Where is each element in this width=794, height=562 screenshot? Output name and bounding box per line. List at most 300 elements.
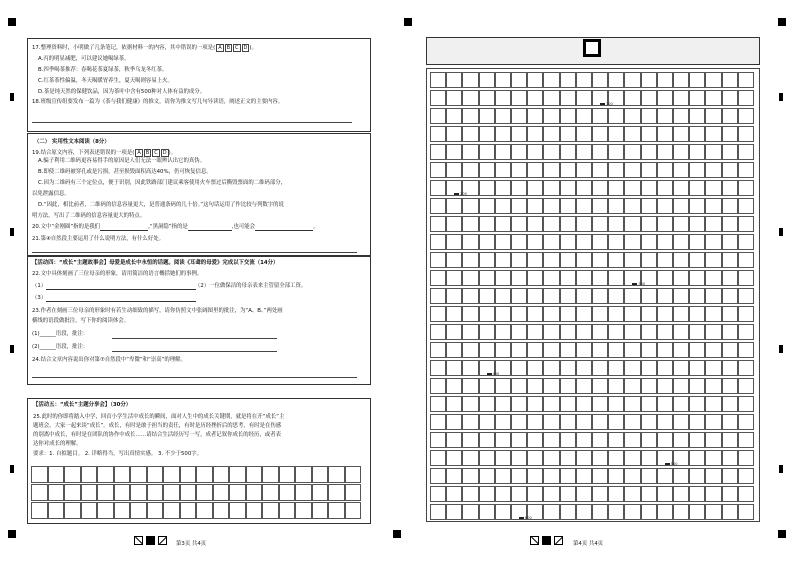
essay-cell[interactable] xyxy=(511,324,527,340)
essay-cell[interactable] xyxy=(624,468,640,484)
essay-cell[interactable] xyxy=(495,432,511,448)
essay-cell[interactable] xyxy=(196,502,213,519)
essay-cell[interactable] xyxy=(462,504,478,520)
essay-cell[interactable] xyxy=(163,502,180,519)
essay-cell[interactable] xyxy=(462,432,478,448)
essay-cell[interactable] xyxy=(446,504,462,520)
essay-cell[interactable] xyxy=(673,126,689,142)
essay-cell[interactable] xyxy=(705,468,721,484)
essay-cell[interactable] xyxy=(446,126,462,142)
essay-cell[interactable] xyxy=(246,466,263,483)
essay-cell[interactable] xyxy=(673,504,689,520)
essay-cell[interactable] xyxy=(624,162,640,178)
essay-cell[interactable] xyxy=(722,126,738,142)
essay-cell[interactable] xyxy=(560,288,576,304)
essay-cell[interactable] xyxy=(213,484,230,501)
essay-cell[interactable] xyxy=(446,216,462,232)
essay-cell[interactable] xyxy=(592,288,608,304)
essay-cell[interactable] xyxy=(511,180,527,196)
q22-answer-1[interactable] xyxy=(46,289,196,290)
essay-cell[interactable] xyxy=(495,288,511,304)
essay-cell[interactable] xyxy=(560,504,576,520)
essay-cell[interactable] xyxy=(641,198,657,214)
q20-blank-1[interactable] xyxy=(100,230,148,231)
essay-cell[interactable] xyxy=(738,72,754,88)
essay-cell[interactable] xyxy=(495,252,511,268)
essay-cell[interactable] xyxy=(479,216,495,232)
essay-cell[interactable] xyxy=(624,198,640,214)
essay-cell[interactable] xyxy=(81,466,98,483)
q24-answer-line[interactable] xyxy=(32,377,357,378)
essay-cell[interactable] xyxy=(705,252,721,268)
essay-cell[interactable] xyxy=(592,450,608,466)
essay-cell[interactable] xyxy=(511,432,527,448)
essay-cell[interactable] xyxy=(279,502,296,519)
essay-cell[interactable] xyxy=(641,432,657,448)
essay-cell[interactable] xyxy=(31,484,48,501)
essay-cell[interactable] xyxy=(608,216,624,232)
essay-cell[interactable] xyxy=(527,468,543,484)
essay-cell[interactable] xyxy=(673,198,689,214)
essay-grid-left[interactable] xyxy=(31,466,363,520)
essay-cell[interactable] xyxy=(560,126,576,142)
essay-cell[interactable] xyxy=(345,466,362,483)
essay-cell[interactable] xyxy=(430,342,446,358)
essay-cell[interactable] xyxy=(722,504,738,520)
essay-cell[interactable] xyxy=(543,360,559,376)
essay-cell[interactable] xyxy=(430,108,446,124)
essay-cell[interactable] xyxy=(446,414,462,430)
essay-cell[interactable] xyxy=(576,126,592,142)
essay-cell[interactable] xyxy=(657,144,673,160)
essay-cell[interactable] xyxy=(446,144,462,160)
essay-cell[interactable] xyxy=(430,288,446,304)
essay-cell[interactable] xyxy=(262,484,279,501)
essay-cell[interactable] xyxy=(576,504,592,520)
essay-cell[interactable] xyxy=(511,198,527,214)
essay-cell[interactable] xyxy=(130,484,147,501)
essay-cell[interactable] xyxy=(462,144,478,160)
essay-cell[interactable] xyxy=(705,126,721,142)
essay-cell[interactable] xyxy=(511,396,527,412)
essay-cell[interactable] xyxy=(114,484,131,501)
essay-cell[interactable] xyxy=(689,288,705,304)
essay-cell[interactable] xyxy=(608,342,624,358)
essay-cell[interactable] xyxy=(576,288,592,304)
essay-cell[interactable] xyxy=(479,252,495,268)
essay-cell[interactable] xyxy=(560,378,576,394)
essay-cell[interactable] xyxy=(430,414,446,430)
essay-cell[interactable] xyxy=(446,324,462,340)
essay-cell[interactable] xyxy=(657,108,673,124)
essay-cell[interactable] xyxy=(641,396,657,412)
essay-cell[interactable] xyxy=(624,486,640,502)
q23-answer-1[interactable] xyxy=(112,338,277,339)
essay-cell[interactable] xyxy=(738,198,754,214)
essay-cell[interactable] xyxy=(462,162,478,178)
essay-cell[interactable] xyxy=(608,270,624,286)
essay-cell[interactable] xyxy=(624,432,640,448)
essay-cell[interactable] xyxy=(592,414,608,430)
essay-cell[interactable] xyxy=(511,378,527,394)
essay-cell[interactable] xyxy=(689,162,705,178)
essay-cell[interactable] xyxy=(738,180,754,196)
essay-cell[interactable] xyxy=(608,144,624,160)
essay-cell[interactable] xyxy=(560,414,576,430)
essay-cell[interactable] xyxy=(722,270,738,286)
essay-cell[interactable] xyxy=(738,414,754,430)
essay-cell[interactable] xyxy=(689,72,705,88)
essay-cell[interactable] xyxy=(722,432,738,448)
essay-cell[interactable] xyxy=(657,378,673,394)
essay-cell[interactable] xyxy=(738,144,754,160)
essay-cell[interactable] xyxy=(495,198,511,214)
essay-cell[interactable] xyxy=(657,270,673,286)
essay-cell[interactable] xyxy=(543,180,559,196)
essay-cell[interactable] xyxy=(495,90,511,106)
essay-cell[interactable] xyxy=(689,450,705,466)
essay-cell[interactable] xyxy=(738,342,754,358)
essay-cell[interactable] xyxy=(163,484,180,501)
essay-cell[interactable] xyxy=(641,90,657,106)
essay-cell[interactable] xyxy=(592,270,608,286)
essay-cell[interactable] xyxy=(430,450,446,466)
essay-cell[interactable] xyxy=(560,450,576,466)
essay-cell[interactable] xyxy=(446,162,462,178)
essay-cell[interactable] xyxy=(608,108,624,124)
essay-cell[interactable] xyxy=(576,414,592,430)
essay-cell[interactable] xyxy=(462,72,478,88)
essay-cell[interactable] xyxy=(657,162,673,178)
essay-cell[interactable] xyxy=(446,468,462,484)
essay-cell[interactable] xyxy=(430,234,446,250)
essay-cell[interactable] xyxy=(527,450,543,466)
essay-cell[interactable] xyxy=(608,252,624,268)
essay-cell[interactable] xyxy=(511,468,527,484)
essay-cell[interactable] xyxy=(543,306,559,322)
essay-cell[interactable] xyxy=(705,432,721,448)
essay-cell[interactable] xyxy=(657,180,673,196)
essay-cell[interactable] xyxy=(705,180,721,196)
essay-cell[interactable] xyxy=(430,270,446,286)
essay-cell[interactable] xyxy=(430,432,446,448)
essay-cell[interactable] xyxy=(430,486,446,502)
essay-cell[interactable] xyxy=(543,324,559,340)
essay-cell[interactable] xyxy=(705,342,721,358)
essay-cell[interactable] xyxy=(657,414,673,430)
essay-cell[interactable] xyxy=(576,270,592,286)
essay-cell[interactable] xyxy=(543,468,559,484)
essay-cell[interactable] xyxy=(657,468,673,484)
essay-cell[interactable] xyxy=(608,126,624,142)
essay-cell[interactable] xyxy=(722,360,738,376)
essay-cell[interactable] xyxy=(462,270,478,286)
essay-cell[interactable] xyxy=(560,162,576,178)
essay-cell[interactable] xyxy=(657,234,673,250)
essay-cell[interactable] xyxy=(722,108,738,124)
essay-cell[interactable] xyxy=(592,72,608,88)
essay-cell[interactable] xyxy=(738,252,754,268)
essay-cell[interactable] xyxy=(560,180,576,196)
essay-cell[interactable] xyxy=(560,360,576,376)
essay-cell[interactable] xyxy=(479,396,495,412)
essay-cell[interactable] xyxy=(641,234,657,250)
essay-cell[interactable] xyxy=(446,90,462,106)
essay-cell[interactable] xyxy=(657,72,673,88)
essay-cell[interactable] xyxy=(511,450,527,466)
essay-cell[interactable] xyxy=(479,72,495,88)
essay-cell[interactable] xyxy=(495,180,511,196)
essay-cell[interactable] xyxy=(246,484,263,501)
essay-cell[interactable] xyxy=(576,216,592,232)
essay-cell[interactable] xyxy=(576,306,592,322)
essay-cell[interactable] xyxy=(689,216,705,232)
essay-cell[interactable] xyxy=(430,396,446,412)
essay-cell[interactable] xyxy=(495,468,511,484)
essay-cell[interactable] xyxy=(592,378,608,394)
essay-cell[interactable] xyxy=(196,484,213,501)
essay-cell[interactable] xyxy=(312,502,329,519)
q18-answer-line[interactable] xyxy=(32,122,352,123)
essay-cell[interactable] xyxy=(641,216,657,232)
essay-cell[interactable] xyxy=(479,234,495,250)
essay-cell[interactable] xyxy=(657,288,673,304)
essay-cell[interactable] xyxy=(495,108,511,124)
essay-cell[interactable] xyxy=(495,270,511,286)
essay-cell[interactable] xyxy=(641,126,657,142)
essay-cell[interactable] xyxy=(246,502,263,519)
essay-cell[interactable] xyxy=(479,378,495,394)
essay-cell[interactable] xyxy=(495,234,511,250)
essay-cell[interactable] xyxy=(641,360,657,376)
essay-cell[interactable] xyxy=(312,466,329,483)
essay-cell[interactable] xyxy=(673,234,689,250)
essay-cell[interactable] xyxy=(430,180,446,196)
essay-cell[interactable] xyxy=(479,198,495,214)
essay-cell[interactable] xyxy=(673,324,689,340)
essay-cell[interactable] xyxy=(479,144,495,160)
essay-cell[interactable] xyxy=(738,234,754,250)
essay-cell[interactable] xyxy=(673,162,689,178)
essay-cell[interactable] xyxy=(689,324,705,340)
essay-cell[interactable] xyxy=(527,396,543,412)
essay-cell[interactable] xyxy=(576,144,592,160)
essay-cell[interactable] xyxy=(527,432,543,448)
essay-cell[interactable] xyxy=(705,108,721,124)
essay-cell[interactable] xyxy=(543,108,559,124)
essay-cell[interactable] xyxy=(462,450,478,466)
essay-cell[interactable] xyxy=(479,108,495,124)
essay-cell[interactable] xyxy=(608,72,624,88)
essay-cell[interactable] xyxy=(462,486,478,502)
essay-cell[interactable] xyxy=(495,162,511,178)
essay-cell[interactable] xyxy=(705,396,721,412)
essay-cell[interactable] xyxy=(657,360,673,376)
essay-cell[interactable] xyxy=(624,378,640,394)
essay-cell[interactable] xyxy=(738,396,754,412)
essay-cell[interactable] xyxy=(641,414,657,430)
essay-cell[interactable] xyxy=(722,144,738,160)
essay-cell[interactable] xyxy=(446,270,462,286)
essay-cell[interactable] xyxy=(722,324,738,340)
essay-cell[interactable] xyxy=(495,216,511,232)
essay-cell[interactable] xyxy=(705,72,721,88)
essay-cell[interactable] xyxy=(657,90,673,106)
essay-cell[interactable] xyxy=(689,504,705,520)
essay-cell[interactable] xyxy=(495,306,511,322)
essay-cell[interactable] xyxy=(511,288,527,304)
essay-cell[interactable] xyxy=(495,504,511,520)
essay-cell[interactable] xyxy=(722,162,738,178)
essay-cell[interactable] xyxy=(511,144,527,160)
essay-cell[interactable] xyxy=(608,504,624,520)
essay-cell[interactable] xyxy=(641,306,657,322)
essay-cell[interactable] xyxy=(462,90,478,106)
essay-cell[interactable] xyxy=(689,342,705,358)
essay-cell[interactable] xyxy=(64,466,81,483)
essay-cell[interactable] xyxy=(576,198,592,214)
essay-cell[interactable] xyxy=(446,288,462,304)
essay-cell[interactable] xyxy=(705,90,721,106)
essay-cell[interactable] xyxy=(48,502,65,519)
essay-cell[interactable] xyxy=(722,306,738,322)
essay-cell[interactable] xyxy=(592,360,608,376)
essay-cell[interactable] xyxy=(641,252,657,268)
essay-cell[interactable] xyxy=(345,502,362,519)
essay-cell[interactable] xyxy=(430,252,446,268)
essay-cell[interactable] xyxy=(479,342,495,358)
essay-cell[interactable] xyxy=(657,216,673,232)
essay-cell[interactable] xyxy=(689,378,705,394)
essay-cell[interactable] xyxy=(543,270,559,286)
essay-cell[interactable] xyxy=(430,90,446,106)
essay-cell[interactable] xyxy=(705,144,721,160)
essay-cell[interactable] xyxy=(738,504,754,520)
essay-cell[interactable] xyxy=(446,198,462,214)
essay-cell[interactable] xyxy=(511,360,527,376)
essay-cell[interactable] xyxy=(592,432,608,448)
essay-cell[interactable] xyxy=(673,90,689,106)
essay-cell[interactable] xyxy=(462,252,478,268)
essay-cell[interactable] xyxy=(657,198,673,214)
essay-cell[interactable] xyxy=(738,270,754,286)
essay-cell[interactable] xyxy=(705,162,721,178)
essay-cell[interactable] xyxy=(592,180,608,196)
essay-cell[interactable] xyxy=(511,90,527,106)
essay-cell[interactable] xyxy=(624,180,640,196)
essay-cell[interactable] xyxy=(624,126,640,142)
essay-cell[interactable] xyxy=(592,486,608,502)
essay-cell[interactable] xyxy=(689,270,705,286)
essay-cell[interactable] xyxy=(657,306,673,322)
essay-cell[interactable] xyxy=(479,414,495,430)
essay-cell[interactable] xyxy=(608,324,624,340)
essay-cell[interactable] xyxy=(527,288,543,304)
essay-grid-right[interactable] xyxy=(426,68,760,522)
essay-cell[interactable] xyxy=(279,484,296,501)
essay-cell[interactable] xyxy=(689,468,705,484)
essay-cell[interactable] xyxy=(479,306,495,322)
essay-cell[interactable] xyxy=(462,342,478,358)
essay-cell[interactable] xyxy=(560,396,576,412)
essay-cell[interactable] xyxy=(479,180,495,196)
essay-cell[interactable] xyxy=(446,378,462,394)
essay-cell[interactable] xyxy=(560,432,576,448)
essay-cell[interactable] xyxy=(543,288,559,304)
essay-cell[interactable] xyxy=(673,432,689,448)
essay-cell[interactable] xyxy=(430,162,446,178)
essay-cell[interactable] xyxy=(446,306,462,322)
essay-cell[interactable] xyxy=(81,502,98,519)
essay-cell[interactable] xyxy=(462,414,478,430)
essay-cell[interactable] xyxy=(462,126,478,142)
essay-cell[interactable] xyxy=(592,468,608,484)
essay-cell[interactable] xyxy=(229,484,246,501)
essay-cell[interactable] xyxy=(592,504,608,520)
essay-cell[interactable] xyxy=(543,144,559,160)
essay-cell[interactable] xyxy=(624,234,640,250)
essay-cell[interactable] xyxy=(576,180,592,196)
essay-cell[interactable] xyxy=(641,324,657,340)
essay-cell[interactable] xyxy=(527,234,543,250)
essay-cell[interactable] xyxy=(527,144,543,160)
essay-cell[interactable] xyxy=(511,162,527,178)
essay-cell[interactable] xyxy=(738,216,754,232)
essay-cell[interactable] xyxy=(31,466,48,483)
essay-cell[interactable] xyxy=(673,108,689,124)
essay-cell[interactable] xyxy=(479,450,495,466)
essay-cell[interactable] xyxy=(689,360,705,376)
essay-cell[interactable] xyxy=(722,450,738,466)
essay-cell[interactable] xyxy=(657,252,673,268)
essay-cell[interactable] xyxy=(543,414,559,430)
essay-cell[interactable] xyxy=(576,342,592,358)
essay-cell[interactable] xyxy=(624,72,640,88)
essay-cell[interactable] xyxy=(328,502,345,519)
essay-cell[interactable] xyxy=(543,234,559,250)
essay-cell[interactable] xyxy=(543,504,559,520)
essay-cell[interactable] xyxy=(180,466,197,483)
essay-cell[interactable] xyxy=(543,162,559,178)
essay-cell[interactable] xyxy=(511,306,527,322)
essay-cell[interactable] xyxy=(689,126,705,142)
q22-answer-3[interactable] xyxy=(46,301,196,302)
essay-cell[interactable] xyxy=(576,360,592,376)
essay-cell[interactable] xyxy=(673,396,689,412)
essay-cell[interactable] xyxy=(722,468,738,484)
q21-answer-line[interactable] xyxy=(32,252,357,253)
essay-cell[interactable] xyxy=(738,432,754,448)
essay-cell[interactable] xyxy=(624,396,640,412)
essay-cell[interactable] xyxy=(738,360,754,376)
essay-cell[interactable] xyxy=(641,486,657,502)
essay-cell[interactable] xyxy=(738,450,754,466)
essay-cell[interactable] xyxy=(624,90,640,106)
essay-cell[interactable] xyxy=(446,432,462,448)
essay-cell[interactable] xyxy=(722,396,738,412)
essay-cell[interactable] xyxy=(262,466,279,483)
essay-cell[interactable] xyxy=(608,162,624,178)
essay-cell[interactable] xyxy=(608,288,624,304)
essay-cell[interactable] xyxy=(295,466,312,483)
essay-cell[interactable] xyxy=(624,108,640,124)
essay-cell[interactable] xyxy=(527,414,543,430)
essay-cell[interactable] xyxy=(543,72,559,88)
essay-cell[interactable] xyxy=(180,502,197,519)
essay-cell[interactable] xyxy=(430,504,446,520)
essay-cell[interactable] xyxy=(689,180,705,196)
essay-cell[interactable] xyxy=(657,324,673,340)
